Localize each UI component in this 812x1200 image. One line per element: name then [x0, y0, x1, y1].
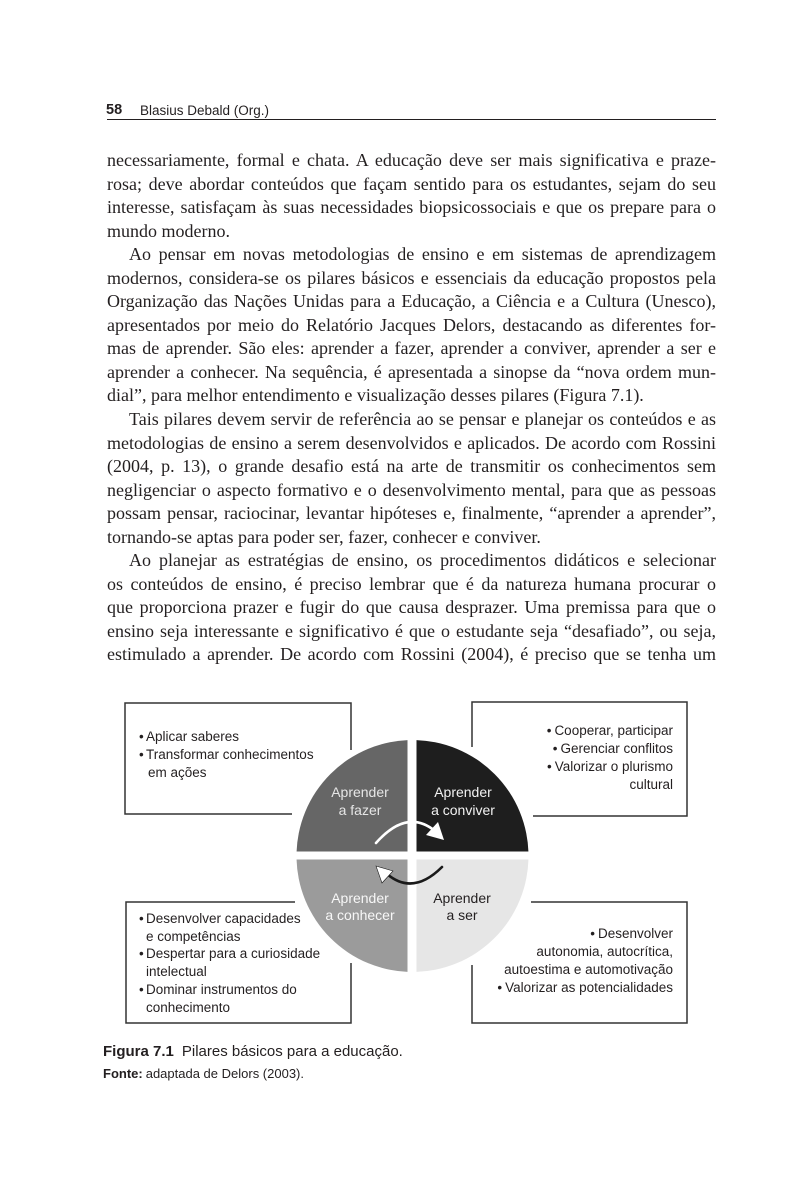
box-item [473, 722, 673, 740]
label-line: Aprender [433, 889, 491, 906]
body-text [107, 149, 716, 667]
running-title: Blasius Debald (Org.) [140, 102, 270, 118]
body-line: os conteúdos de ensino, é preciso lembrar que é da natureza humana procurar o [107, 573, 716, 594]
box-aprender-a-conviver [473, 722, 673, 794]
figure-caption [103, 1043, 403, 1061]
bullet-icon: • [546, 723, 552, 738]
box-aprender-a-fazer [139, 728, 314, 782]
body-line: possam pensar, raciocinar, levantar hipóteses e, finalmente, “aprender a aprender”, [107, 503, 716, 524]
source-text: adaptada de Delors (2003). [145, 1065, 304, 1081]
body-line: tornando-se aptas para poder ser, fazer, conhecer e conviver. [107, 526, 541, 547]
body-line: Ao planejar as estratégias de ensino, os procedimentos didáticos e selecionar [129, 550, 716, 571]
quadrant-label-aprender-a-ser [407, 890, 517, 925]
box-item-text: Despertar para a curiosidade [146, 946, 321, 962]
box-item [139, 728, 314, 746]
box-item [473, 925, 673, 943]
box-item-continuation: autonomia, autocrítica, [536, 944, 673, 959]
bullet-icon: • [590, 926, 595, 941]
box-item [139, 945, 320, 963]
box-item [139, 981, 320, 999]
body-line: Ao pensar em novas metodologias de ensino e em sistemas de aprendizagem [129, 244, 716, 265]
bullet-icon: • [552, 741, 558, 756]
box-item-text: Aplicar saberes [146, 729, 240, 744]
body-line: modernos, considera-se os pilares básicos e essenciais da educação propostos pela [107, 267, 716, 288]
box-item-continuation: cultural [629, 777, 673, 792]
box-item-text: Valorizar o plurismo [554, 759, 673, 774]
body-line: que proporciona prazer e fugir do que causa desprazer. Uma premissa para que o [107, 597, 716, 618]
body-line: apresentados por meio do Relatório Jacques Delors, destacando as diferentes for- [107, 314, 716, 335]
body-line: Organização das Nações Unidas para a Educação, a Ciência e a Cultura (Unesco), [107, 291, 716, 312]
box-aprender-a-ser [473, 925, 673, 997]
box-item-continuation: conhecimento [146, 999, 231, 1015]
box-item [139, 746, 314, 764]
box-item-text: Gerenciar conflitos [560, 741, 673, 756]
box-item-text: Transformar conhecimentos [146, 747, 314, 762]
body-line: mas de aprender. São eles: aprender a fazer, aprender a conviver, aprender a ser e [107, 338, 716, 359]
bullet-icon: • [139, 729, 144, 744]
source-label: Fonte: [103, 1065, 143, 1081]
header-rule [107, 119, 716, 120]
body-line: negligenciar o aspecto formativo e o desenvolvimento mental, para que as pessoas [107, 479, 716, 500]
label-line: a conviver [431, 801, 495, 818]
box-item [473, 758, 673, 776]
box-item-continuation: em ações [148, 765, 207, 780]
box-item [473, 740, 673, 758]
bullet-icon: • [139, 946, 144, 962]
box-item [473, 979, 673, 997]
label-line: a ser [446, 907, 478, 923]
box-item-text: Desenvolver capacidades [146, 911, 301, 926]
body-line: Tais pilares devem servir de referência ao se pensar e planejar os conteúdos e as [129, 409, 716, 430]
running-header [0, 0, 812, 125]
body-line: mundo moderno. [107, 220, 230, 241]
paragraph [107, 149, 716, 243]
paragraph [107, 408, 716, 549]
bullet-icon: • [497, 980, 503, 995]
box-item-text: Dominar instrumentos do [146, 981, 297, 997]
box-item [139, 910, 320, 928]
label-line: a conhecer [325, 907, 395, 923]
box-aprender-a-conhecer [139, 910, 320, 1016]
box-item-text: Cooperar, participar [554, 723, 673, 738]
box-item-continuation: intelectual [146, 964, 207, 980]
body-line: metodologias de ensino a serem desenvolvidos e aplicados. De acordo com Rossini [107, 432, 716, 453]
quadrant-label-aprender-a-fazer [305, 784, 415, 819]
label-line: Aprender [434, 784, 492, 800]
bullet-icon: • [139, 911, 144, 926]
figure-title: Pilares básicos para a educação. [181, 1043, 403, 1060]
label-line: Aprender [331, 889, 389, 906]
paragraph [107, 549, 716, 667]
figure-source [103, 1066, 304, 1082]
figure-pillars-diagram [100, 690, 720, 1035]
box-item-continuation: autoestima e automotivação [504, 962, 673, 977]
label-line: Aprender [331, 784, 389, 800]
box-item-text: Valorizar as potencialidades [505, 980, 673, 995]
box-item-text: Desenvolver [597, 926, 673, 941]
body-line: necessariamente, formal e chata. A educação deve ser mais significativa e praze- [107, 150, 716, 170]
bullet-icon: • [139, 747, 144, 762]
figure-number: Figura 7.1 [103, 1043, 174, 1060]
body-line: dial”, para melhor entendimento e visualização desses pilares (Figura 7.1). [107, 385, 644, 406]
body-line: ensino seja interessante e significativo é que o estudante seja “desafiado”, ou seja, [107, 620, 716, 641]
label-line: a fazer [338, 801, 382, 818]
body-line: estimulado a aprender. De acordo com Rossini (2004), é preciso que se tenha um [107, 644, 716, 665]
body-line: (2004, p. 13), o grande desafio está na arte de transmitir os conhecimentos sem [107, 456, 716, 477]
body-line: rosa; deve abordar conteúdos que façam sentido para os estudantes, sejam do seu [107, 173, 716, 194]
box-item-continuation: e competências [146, 928, 241, 944]
bullet-icon: • [546, 759, 552, 774]
paragraph [107, 243, 716, 408]
body-line: aprender a conhecer. Na sequência, é apresentada a sinopse da “nova ordem mun- [107, 361, 716, 382]
body-line: interesse, satisfaçam às suas necessidades biopsicossociais e que os prepare para o [107, 197, 716, 218]
page-number: 58 [106, 102, 123, 118]
quadrant-label-aprender-a-conhecer [305, 890, 415, 925]
bullet-icon: • [139, 981, 144, 997]
